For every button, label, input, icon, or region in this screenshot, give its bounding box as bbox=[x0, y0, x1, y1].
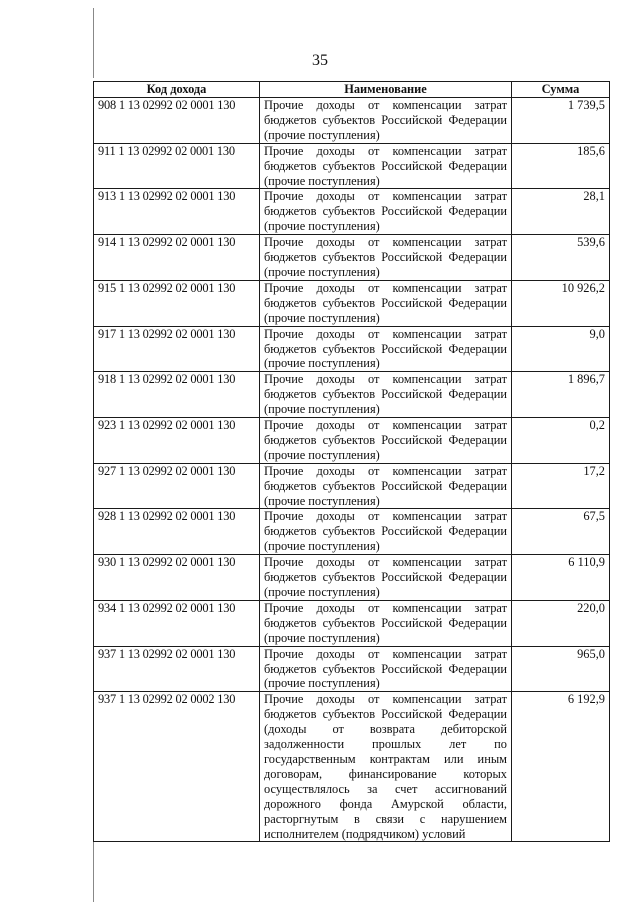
cell-name: Прочие доходы от компенсации затрат бюджетов субъектов Российской Федерации (прочие поступления) bbox=[260, 280, 512, 326]
cell-name: Прочие доходы от компенсации затрат бюджетов субъектов Российской Федерации (прочие поступления) bbox=[260, 235, 512, 281]
cell-code: 917 1 13 02992 02 0001 130 bbox=[94, 326, 260, 372]
table-row bbox=[94, 692, 610, 842]
cell-name: Прочие доходы от компенсации затрат бюджетов субъектов Российской Федерации (прочие поступления) bbox=[260, 326, 512, 372]
cell-amount: 539,6 bbox=[512, 235, 610, 281]
cell-amount: 9,0 bbox=[512, 326, 610, 372]
cell-amount: 17,2 bbox=[512, 463, 610, 509]
cell-amount: 965,0 bbox=[512, 646, 610, 692]
cell-code: 930 1 13 02992 02 0001 130 bbox=[94, 555, 260, 601]
cell-code: 928 1 13 02992 02 0001 130 bbox=[94, 509, 260, 555]
table-row bbox=[94, 280, 610, 326]
cell-amount: 185,6 bbox=[512, 143, 610, 189]
cell-amount: 6 110,9 bbox=[512, 555, 610, 601]
cell-amount: 6 192,9 bbox=[512, 692, 610, 842]
header-name: Наименование bbox=[260, 82, 512, 98]
table-row bbox=[94, 372, 610, 418]
table-row bbox=[94, 646, 610, 692]
table-row bbox=[94, 98, 610, 144]
cell-code: 911 1 13 02992 02 0001 130 bbox=[94, 143, 260, 189]
cell-amount: 10 926,2 bbox=[512, 280, 610, 326]
cell-name: Прочие доходы от компенсации затрат бюджетов субъектов Российской Федерации (прочие поступления) bbox=[260, 600, 512, 646]
cell-name: Прочие доходы от компенсации затрат бюджетов субъектов Российской Федерации (прочие поступления) bbox=[260, 463, 512, 509]
table-row bbox=[94, 189, 610, 235]
cell-name: Прочие доходы от компенсации затрат бюджетов субъектов Российской Федерации (прочие поступления) bbox=[260, 189, 512, 235]
cell-amount: 1 739,5 bbox=[512, 98, 610, 144]
cell-name: Прочие доходы от компенсации затрат бюджетов субъектов Российской Федерации (прочие поступления) bbox=[260, 646, 512, 692]
page-number: 35 bbox=[312, 52, 328, 69]
table-row bbox=[94, 326, 610, 372]
cell-amount: 67,5 bbox=[512, 509, 610, 555]
cell-code: 937 1 13 02992 02 0001 130 bbox=[94, 646, 260, 692]
cell-code: 937 1 13 02992 02 0002 130 bbox=[94, 692, 260, 842]
cell-name: Прочие доходы от компенсации затрат бюджетов субъектов Российской Федерации (доходы от возврата дебиторской задолженности прошлых лет по государственным контрактам или иным договорам, финансирование которых осуществлялось за счет ассигнований дорожного фонда Амурской области, расторгнутым в связи с нарушением исполнителем (подрядчиком) условий bbox=[260, 692, 512, 842]
cell-name: Прочие доходы от компенсации затрат бюджетов субъектов Российской Федерации (прочие поступления) bbox=[260, 509, 512, 555]
margin-line-bottom bbox=[93, 832, 94, 902]
cell-code: 915 1 13 02992 02 0001 130 bbox=[94, 280, 260, 326]
cell-name: Прочие доходы от компенсации затрат бюджетов субъектов Российской Федерации (прочие поступления) bbox=[260, 555, 512, 601]
header-code: Код дохода bbox=[94, 82, 260, 98]
cell-code: 934 1 13 02992 02 0001 130 bbox=[94, 600, 260, 646]
table-row bbox=[94, 600, 610, 646]
cell-code: 927 1 13 02992 02 0001 130 bbox=[94, 463, 260, 509]
cell-name: Прочие доходы от компенсации затрат бюджетов субъектов Российской Федерации (прочие поступления) bbox=[260, 418, 512, 464]
cell-amount: 220,0 bbox=[512, 600, 610, 646]
cell-name: Прочие доходы от компенсации затрат бюджетов субъектов Российской Федерации (прочие поступления) bbox=[260, 98, 512, 144]
cell-code: 923 1 13 02992 02 0001 130 bbox=[94, 418, 260, 464]
cell-code: 913 1 13 02992 02 0001 130 bbox=[94, 189, 260, 235]
cell-amount: 28,1 bbox=[512, 189, 610, 235]
cell-code: 914 1 13 02992 02 0001 130 bbox=[94, 235, 260, 281]
cell-code: 908 1 13 02992 02 0001 130 bbox=[94, 98, 260, 144]
table-row bbox=[94, 143, 610, 189]
table-header-row bbox=[94, 82, 610, 98]
table-row bbox=[94, 555, 610, 601]
cell-code: 918 1 13 02992 02 0001 130 bbox=[94, 372, 260, 418]
table-row bbox=[94, 463, 610, 509]
table-row bbox=[94, 235, 610, 281]
table-row bbox=[94, 509, 610, 555]
header-amount: Сумма bbox=[512, 82, 610, 98]
cell-name: Прочие доходы от компенсации затрат бюджетов субъектов Российской Федерации (прочие поступления) bbox=[260, 143, 512, 189]
cell-amount: 1 896,7 bbox=[512, 372, 610, 418]
income-table bbox=[93, 81, 610, 842]
cell-name: Прочие доходы от компенсации затрат бюджетов субъектов Российской Федерации (прочие поступления) bbox=[260, 372, 512, 418]
table-row bbox=[94, 418, 610, 464]
cell-amount: 0,2 bbox=[512, 418, 610, 464]
